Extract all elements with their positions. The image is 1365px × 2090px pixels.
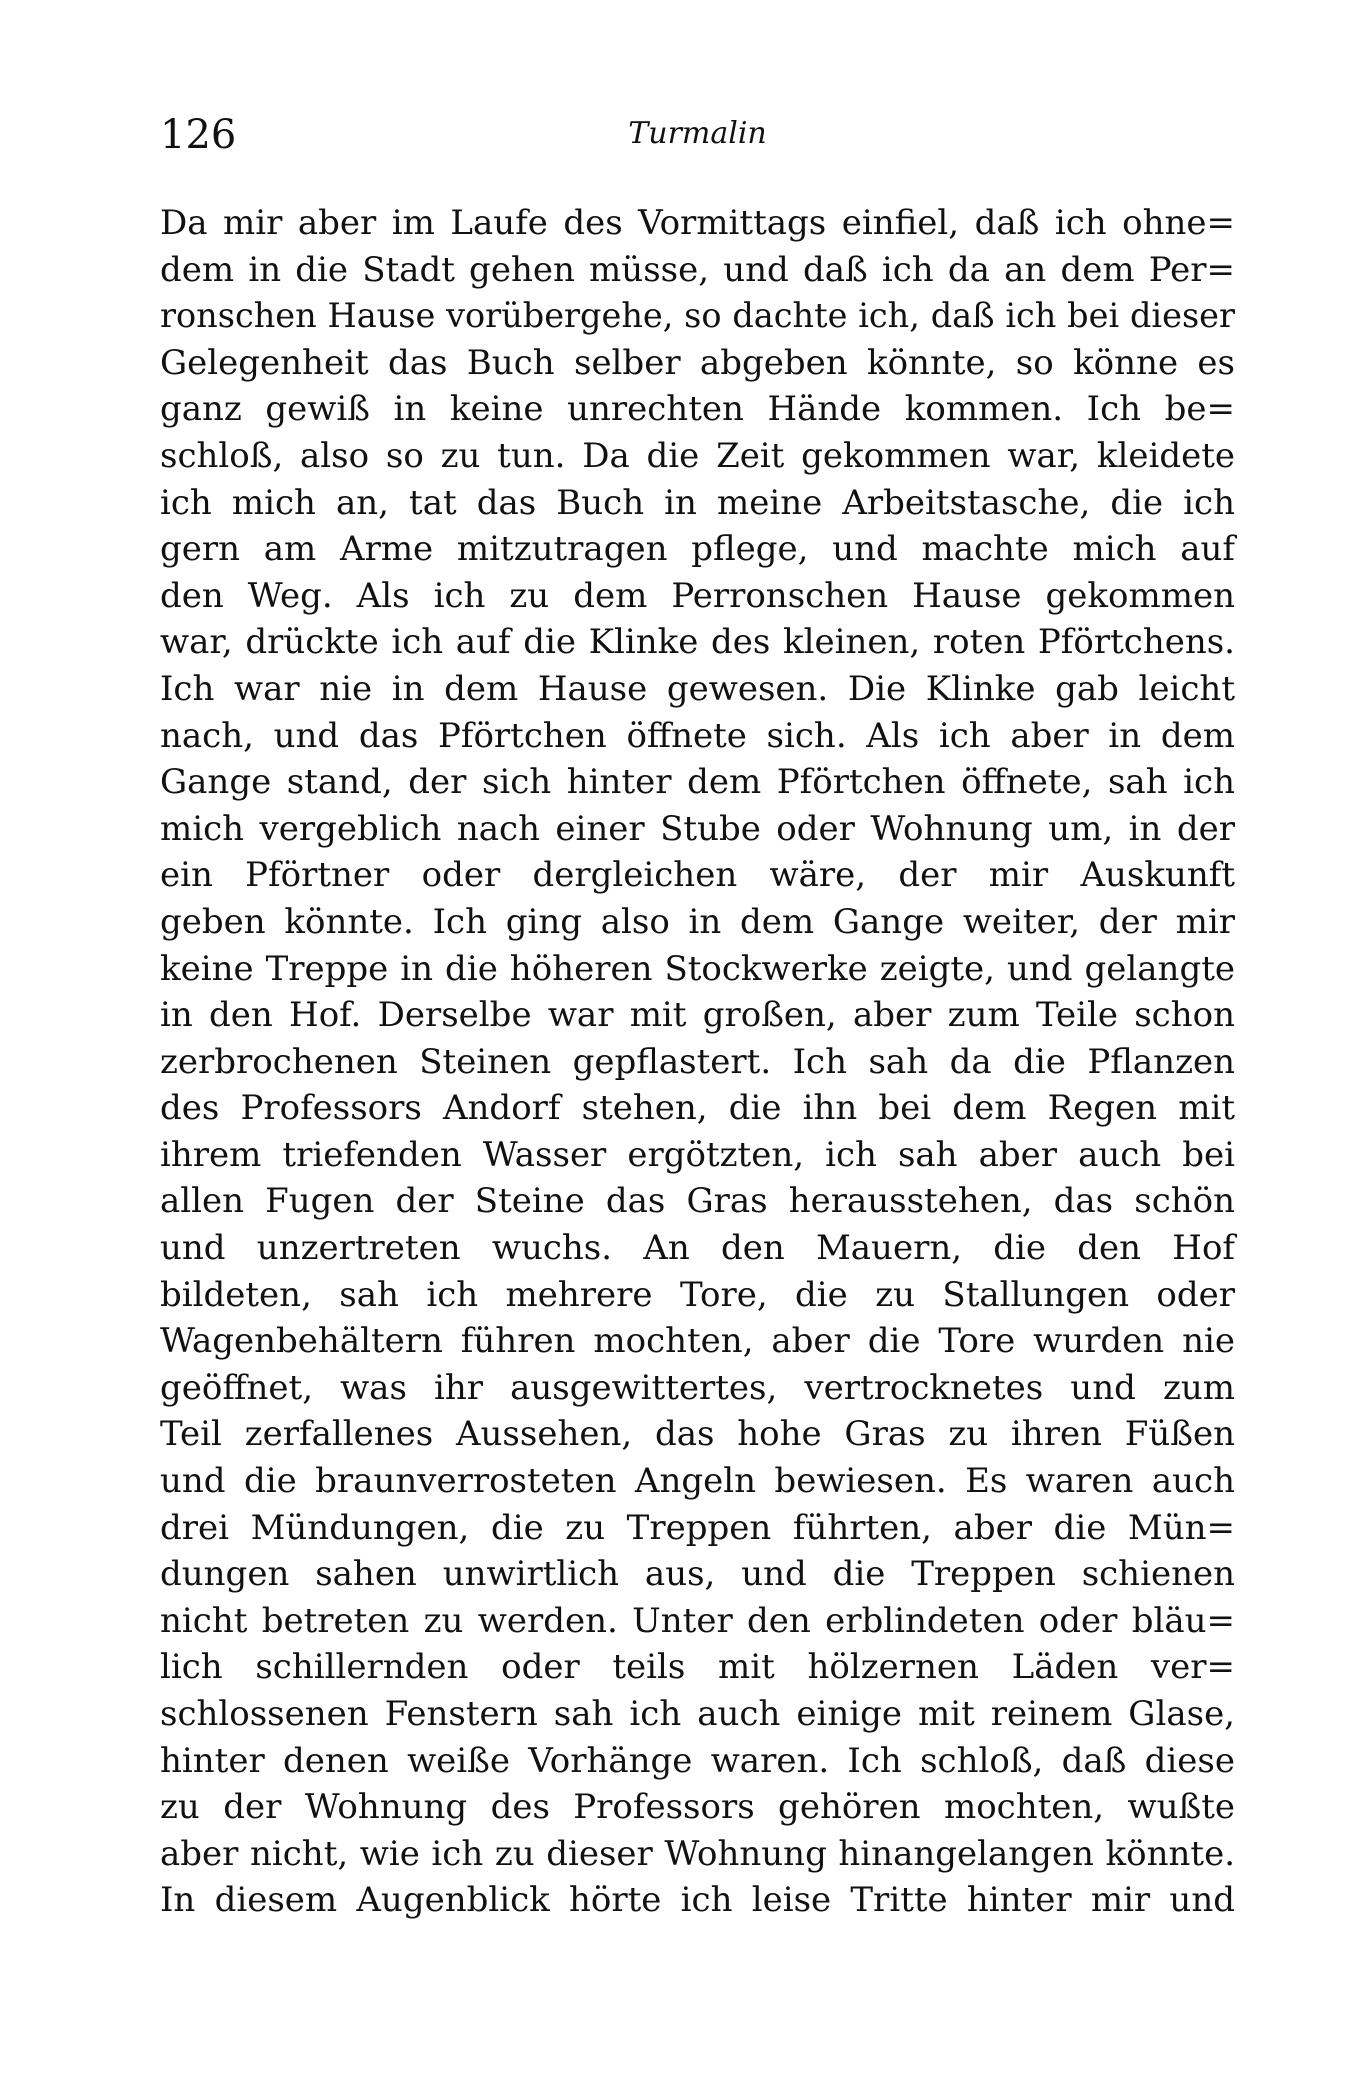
text-line: Da mir aber im Laufe des Vormittags einfiel, daß ich ohne= xyxy=(160,203,1235,243)
page-number: 126 xyxy=(160,112,237,158)
text-line: lich schillernden oder teils mit hölzernen Läden ver= xyxy=(160,1647,1235,1688)
page-header xyxy=(160,112,1235,172)
text-line: gern am Arme mitzutragen pflege, und machte mich auf xyxy=(160,529,1235,570)
text-line: Gange stand, der sich hinter dem Pförtchen öffnete, sah ich xyxy=(160,762,1235,803)
text-line: drei Mündungen, die zu Treppen führten, aber die Mün= xyxy=(160,1507,1235,1548)
text-line: ihrem triefenden Wasser ergötzten, ich sah aber auch bei xyxy=(160,1134,1235,1175)
text-line: keine Treppe in die höheren Stockwerke zeigte, und gelangte xyxy=(160,948,1235,989)
text-line: schlossenen Fenstern sah ich auch einige mit reinem Glase, xyxy=(160,1694,1235,1734)
text-line: dungen sahen unwirtlich aus, und die Treppen schienen xyxy=(160,1554,1235,1595)
text-line: Gelegenheit das Buch selber abgeben könnte, so könne es xyxy=(160,342,1235,383)
text-line: den Weg. Als ich zu dem Perronschen Hause gekommen xyxy=(160,575,1235,616)
text-line: geben könnte. Ich ging also in dem Gange weiter, der mir xyxy=(160,901,1235,942)
text-line: allen Fugen der Steine das Gras herausstehen, das schön xyxy=(160,1181,1235,1222)
text-line: mich vergeblich nach einer Stube oder Wohnung um, in der xyxy=(160,808,1235,849)
text-line: Ich war nie in dem Hause gewesen. Die Klinke gab leicht xyxy=(160,668,1235,709)
text-line: war, drückte ich auf die Klinke des kleinen, roten Pförtchens. xyxy=(160,622,1235,663)
text-line: und die braunverrosteten Angeln bewiesen. Es waren auch xyxy=(160,1461,1235,1502)
text-line: und unzertreten wuchs. An den Mauern, die den Hof xyxy=(160,1228,1235,1269)
text-line: zu der Wohnung des Professors gehören mochten, wußte xyxy=(160,1787,1235,1828)
text-line: bildeten, sah ich mehrere Tore, die zu Stallungen oder xyxy=(160,1274,1235,1315)
text-line: nicht betreten zu werden. Unter den erblindeten oder bläu= xyxy=(160,1600,1235,1641)
body-text xyxy=(160,200,1235,1924)
running-title: Turmalin xyxy=(628,116,767,151)
text-line: nach, und das Pförtchen öffnete sich. Als ich aber in dem xyxy=(160,715,1235,756)
text-line: dem in die Stadt gehen müsse, und daß ich da an dem Per= xyxy=(160,249,1235,290)
text-line: ronschen Hause vorübergehe, so dachte ich, daß ich bei dieser xyxy=(160,296,1235,336)
text-line: geöffnet, was ihr ausgewittertes, vertrocknetes und zum xyxy=(160,1367,1235,1408)
text-line: ein Pförtner oder dergleichen wäre, der mir Auskunft xyxy=(160,855,1235,896)
text-line: Teil zerfallenes Aussehen, das hohe Gras zu ihren Füßen xyxy=(160,1414,1235,1455)
text-line: aber nicht, wie ich zu dieser Wohnung hinangelangen könnte. xyxy=(160,1833,1235,1874)
text-line: hinter denen weiße Vorhänge waren. Ich schloß, daß diese xyxy=(160,1740,1235,1781)
text-line: schloß, also so zu tun. Da die Zeit gekommen war, kleidete xyxy=(160,435,1235,476)
text-line: des Professors Andorf stehen, die ihn bei dem Regen mit xyxy=(160,1088,1235,1129)
text-line: in den Hof. Derselbe war mit großen, aber zum Teile schon xyxy=(160,995,1235,1036)
text-line: Wagenbehältern führen mochten, aber die Tore wurden nie xyxy=(160,1321,1235,1362)
text-line: In diesem Augenblick hörte ich leise Tritte hinter mir und xyxy=(160,1880,1235,1921)
text-line: ganz gewiß in keine unrechten Hände kommen. Ich be= xyxy=(160,389,1235,430)
text-line: ich mich an, tat das Buch in meine Arbeitstasche, die ich xyxy=(160,482,1235,523)
text-line: zerbrochenen Steinen gepflastert. Ich sah da die Pflanzen xyxy=(160,1041,1235,1082)
